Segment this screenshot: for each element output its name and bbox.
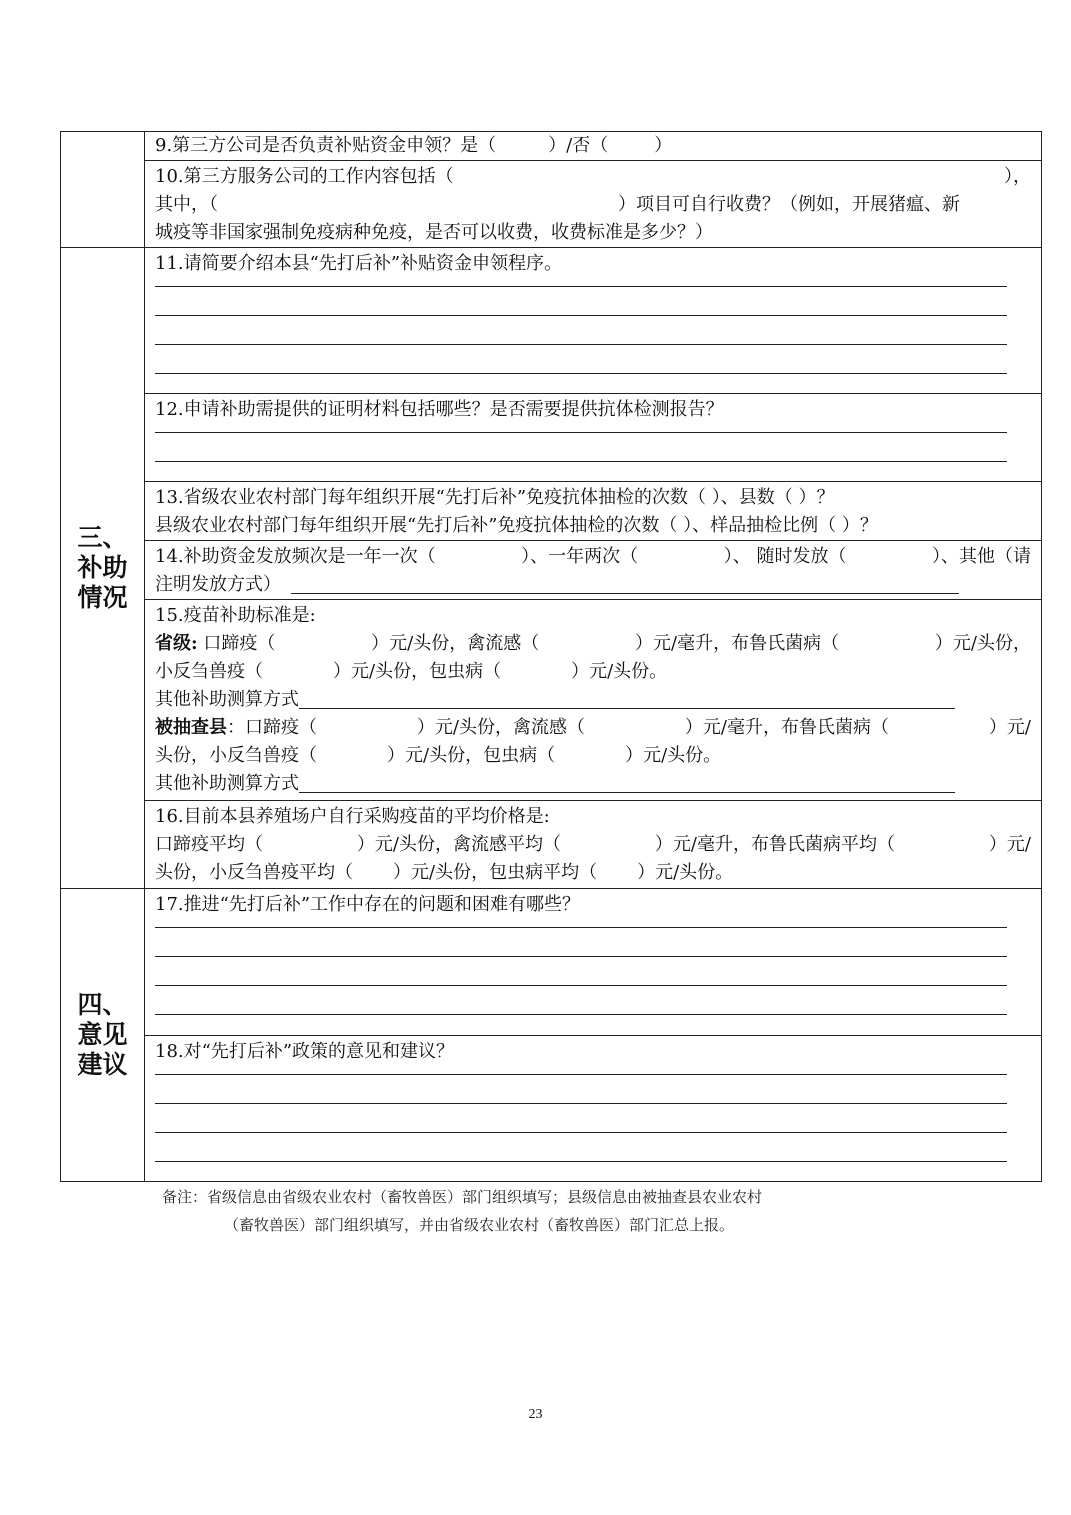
question-row-13 <box>61 482 1042 541</box>
q10-line1-end: ）， <box>1004 166 1031 187</box>
q16-echino-label: ）元/头份，包虫病平均（ <box>393 862 598 883</box>
q15-county-unit-end: ）元/头份。 <box>625 745 722 766</box>
answer-line[interactable] <box>155 1104 1007 1133</box>
section-4-title: 四、意见建议 <box>77 990 128 1079</box>
q15-fmd-label: 口蹄疫（ <box>203 633 276 654</box>
q17-text: 17.推进“先打后补”工作中存在的问题和困难有哪些？ <box>155 894 581 915</box>
q15-other-field[interactable] <box>299 688 955 709</box>
question-row-14 <box>61 541 1042 600</box>
q14-anytime-label: ）、 随时发放（ <box>723 546 847 567</box>
q15-county-other-label: 其他补助测算方式 <box>155 773 299 794</box>
q12-text: 12.申请补助需提供的证明材料包括哪些？是否需要提供抗体检测报告？ <box>155 399 724 420</box>
question-row-15 <box>61 600 1042 801</box>
question-row-9 <box>61 132 1042 161</box>
section-4-cell <box>61 889 145 1182</box>
q14-once-label: 14.补助资金发放频次是一年一次（ <box>155 546 436 567</box>
q16-avian-label: ）元/头份，禽流感平均（ <box>356 834 561 855</box>
answer-line[interactable] <box>155 433 1007 462</box>
q16-title: 16.目前本县养殖场户自行采购疫苗的平均价格是: <box>155 806 550 827</box>
question-17 <box>145 889 1042 1036</box>
q15-provincial-label: 省级: <box>155 633 198 654</box>
q15-county-ppr-label: 头份，小反刍兽疫（ <box>155 745 317 766</box>
q9-end: ） <box>654 135 673 156</box>
answer-line[interactable] <box>155 424 1007 433</box>
answer-line[interactable] <box>155 316 1007 345</box>
answer-line[interactable] <box>155 287 1007 316</box>
answer-line[interactable] <box>155 1075 1007 1104</box>
q13-line1: 13.省级农业农村部门每年组织开展“先打后补”免疫抗体抽检的次数（ ）、县数（ ）？ <box>155 487 835 508</box>
q15-unit-label: ）元/头份， <box>934 633 1031 654</box>
remark-line-2: （畜牧兽医）部门组织填写，并由省级农业农村（畜牧兽医）部门汇总上报。 <box>224 1216 735 1234</box>
q15-county-label: 被抽查县 <box>155 717 227 738</box>
q15-county-brucellosis-label: ）元/毫升，布鲁氏菌病（ <box>684 717 889 738</box>
question-11 <box>145 248 1042 394</box>
answer-line[interactable] <box>155 919 1007 928</box>
question-13 <box>145 482 1042 541</box>
q15-county-fmd-label: ：口蹄疫（ <box>227 717 317 738</box>
q15-ppr-label: 小反刍兽疫（ <box>155 661 263 682</box>
q15-title: 15.疫苗补助标准是: <box>155 605 316 626</box>
q16-brucellosis-label: ）元/毫升，布鲁氏菌病平均（ <box>654 834 895 855</box>
section-cell-continued <box>61 132 145 248</box>
q15-avian-flu-label: ）元/头份，禽流感（ <box>371 633 540 654</box>
answer-line[interactable] <box>155 1066 1007 1075</box>
q15-county-echino-label: ）元/头份，包虫病（ <box>387 745 556 766</box>
question-9 <box>145 132 1042 161</box>
question-12 <box>145 394 1042 482</box>
q10-line3: 城疫等非国家强制免疫病种免疫，是否可以收费，收费标准是多少？） <box>155 222 713 243</box>
question-row-10 <box>61 161 1042 248</box>
question-15 <box>145 600 1042 801</box>
question-18 <box>145 1036 1042 1182</box>
question-row-17 <box>61 889 1042 1036</box>
q18-text: 18.对“先打后补”政策的意见和建议？ <box>155 1041 455 1062</box>
section-3-title: 三、补助情况 <box>77 523 128 612</box>
q15-other-label: 其他补助测算方式 <box>155 689 299 710</box>
question-row-18 <box>61 1036 1042 1182</box>
q10-line2-end: ）项目可自行收费？（例如，开展猪瘟、新 <box>618 194 960 215</box>
q14-line2: 注明发放方式） <box>155 574 281 595</box>
answer-line[interactable] <box>155 1133 1007 1162</box>
q10-line1-text: 10.第三方服务公司的工作内容包括（ <box>155 166 454 187</box>
section-3-cell <box>61 248 145 889</box>
q15-echino-label: ）元/头份，包虫病（ <box>333 661 502 682</box>
question-14 <box>145 541 1042 600</box>
answer-line[interactable] <box>155 986 1007 1015</box>
q9-text: 9.第三方公司是否负责补贴资金申领？是（ <box>155 135 497 156</box>
q9-mid: ）/否（ <box>548 135 609 156</box>
q15-brucellosis-label: ）元/毫升，布鲁氏菌病（ <box>635 633 840 654</box>
answer-line[interactable] <box>155 957 1007 986</box>
remark-line-1: 备注：省级信息由省级农业农村（畜牧兽医）部门组织填写；县级信息由被抽查县农业农村 <box>162 1188 763 1206</box>
q15-county-unit-label: ）元/ <box>988 717 1031 738</box>
question-16 <box>145 801 1042 889</box>
question-row-11 <box>61 248 1042 394</box>
q14-method-field[interactable] <box>291 573 959 594</box>
question-row-12 <box>61 394 1042 482</box>
q16-unit-end: ）元/头份。 <box>637 862 734 883</box>
q15-county-other-field[interactable] <box>299 772 955 793</box>
q15-unit-end: ）元/头份。 <box>571 661 668 682</box>
q14-other-label: ）、其他（请 <box>932 546 1031 567</box>
question-row-16 <box>61 801 1042 889</box>
q16-ppr-label: 头份，小反刍兽疫平均（ <box>155 862 353 883</box>
answer-line[interactable] <box>155 345 1007 374</box>
question-10 <box>145 161 1042 248</box>
answer-line[interactable] <box>155 928 1007 957</box>
q10-line2-text: 其中，（ <box>155 194 218 215</box>
q11-text: 11.请简要介绍本县“先打后补”补贴资金申领程序。 <box>155 253 563 274</box>
q16-unit-label: ）元/ <box>988 834 1031 855</box>
q14-twice-label: ）、一年两次（ <box>521 546 639 567</box>
q16-fmd-label: 口蹄疫平均（ <box>155 834 263 855</box>
survey-form-table <box>60 131 1042 1182</box>
q13-line2: 县级农业农村部门每年组织开展“先打后补”免疫抗体抽检的次数（ ）、样品抽检比例（ ）？ <box>155 515 878 536</box>
q15-county-avian-label: ）元/头份，禽流感（ <box>416 717 585 738</box>
answer-line[interactable] <box>155 278 1007 287</box>
page-number: 23 <box>528 1407 543 1422</box>
